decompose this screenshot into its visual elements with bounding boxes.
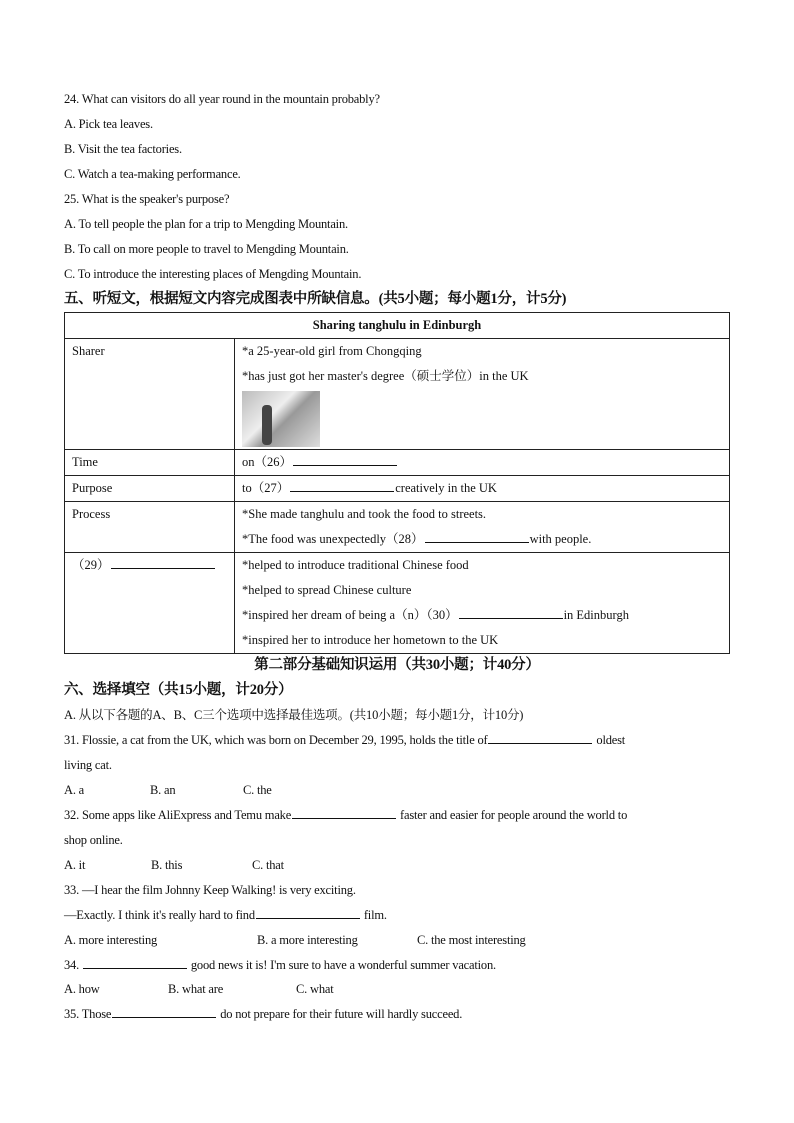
info-table	[64, 312, 730, 654]
text-line	[64, 728, 625, 753]
text-line	[64, 878, 356, 903]
answer-blank[interactable]	[488, 729, 592, 744]
text-line	[64, 87, 380, 112]
text-line	[64, 803, 627, 828]
text-line	[64, 112, 153, 137]
text: 35. Those	[64, 1007, 112, 1022]
row-label	[65, 553, 235, 654]
sharer-photo	[242, 391, 320, 447]
answer-blank[interactable]	[293, 451, 397, 466]
text: oldest	[593, 732, 626, 747]
option: C. what	[296, 982, 334, 997]
text: 32. Some apps like AliExpress and Temu make	[64, 807, 292, 822]
answer-blank[interactable]	[256, 904, 360, 919]
answer-blank[interactable]	[290, 477, 394, 492]
option: A. more interesting	[64, 932, 158, 947]
table-row	[65, 450, 730, 476]
text-line	[64, 853, 312, 878]
text-line	[64, 237, 349, 262]
option: C. the most interesting	[417, 932, 526, 947]
text: *helped to introduce traditional Chinese food	[242, 558, 469, 572]
text: *a 25-year-old girl from Chongqing	[242, 344, 422, 358]
option: C. the	[243, 782, 272, 797]
text-line	[64, 953, 496, 978]
text: 25. What is the speaker's purpose?	[64, 191, 230, 206]
text-line	[64, 753, 112, 778]
option: B. this	[151, 857, 183, 872]
cell-line	[242, 628, 722, 653]
row-content	[235, 339, 730, 450]
text: *inspired her to introduce her hometown to the UK	[242, 633, 499, 647]
text-line	[64, 828, 123, 853]
table-row	[65, 553, 730, 654]
option: B. a more interesting	[257, 932, 358, 947]
text: B. Visit the tea factories.	[64, 141, 182, 156]
text: Time	[72, 455, 98, 469]
text: 31. Flossie, a cat from the UK, which was born on December 29, 1995, holds the title of	[64, 732, 488, 747]
text: 34.	[64, 957, 82, 972]
text: A. 从以下各题的A、B、C三个选项中选择最佳选项。(共10小题；每小题1分，计10分)	[64, 708, 524, 722]
text: on（26）	[242, 455, 293, 469]
text: in Edinburgh	[563, 608, 629, 622]
text: *helped to spread Chinese culture	[242, 583, 412, 597]
text-line	[64, 903, 387, 928]
text: C. To introduce the interesting places of Mengding Mountain.	[64, 266, 362, 281]
text: C. Watch a tea-making performance.	[64, 166, 241, 181]
text: creatively in the UK	[395, 481, 497, 495]
text: 24. What can visitors do all year round in the mountain probably?	[64, 92, 380, 106]
text-line	[64, 928, 557, 953]
text-line	[64, 212, 348, 237]
row-content	[235, 502, 730, 553]
text: —Exactly. I think it's really hard to find	[64, 907, 255, 922]
text-line	[64, 703, 523, 728]
text-line	[64, 262, 361, 287]
option: B. an	[150, 782, 176, 797]
text: A. To tell people the plan for a trip to Mengding Mountain.	[64, 216, 348, 231]
cell-line	[242, 603, 722, 628]
cell-line	[242, 476, 722, 501]
row-label	[65, 339, 235, 450]
option: B. what are	[168, 982, 224, 997]
table-row	[65, 339, 730, 450]
cell-line	[242, 339, 722, 364]
row-content	[235, 553, 730, 654]
option: A. a	[64, 782, 85, 797]
row-label	[65, 450, 235, 476]
cell-line	[242, 364, 722, 389]
text: A. Pick tea leaves.	[64, 116, 153, 131]
text: to（27）	[242, 481, 290, 495]
option: C. that	[252, 857, 284, 872]
text-line	[64, 1002, 462, 1027]
text: faster and easier for people around the world to	[397, 807, 628, 822]
text: *has just got her master's degree（硕士学位）in the UK	[242, 369, 529, 383]
text: living cat.	[64, 757, 112, 772]
text: *inspired her dream of being a（n）（30）	[242, 608, 458, 622]
answer-blank[interactable]	[459, 604, 563, 619]
text: Process	[72, 507, 111, 521]
text: *The food was unexpectedly（28）	[242, 532, 424, 546]
cell-line	[242, 578, 722, 603]
text-line	[64, 137, 182, 162]
text: （29）	[72, 558, 110, 572]
table-row	[65, 502, 730, 553]
answer-blank[interactable]	[83, 954, 187, 969]
row-label	[65, 502, 235, 553]
text: good news it is! I'm sure to have a wonderful summer vacation.	[187, 957, 496, 972]
text: 33. —I hear the film Johnny Keep Walking! is very exciting.	[64, 882, 356, 897]
row-content	[235, 476, 730, 502]
text: film.	[360, 907, 387, 922]
table-row	[65, 476, 730, 502]
text: shop online.	[64, 832, 123, 847]
text: Purpose	[72, 481, 113, 495]
cell-line	[242, 502, 722, 527]
answer-blank[interactable]	[111, 554, 215, 569]
part-2-heading: 第二部分基础知识运用（共30小题；计40分）	[254, 657, 540, 673]
row-label	[65, 476, 235, 502]
row-content	[235, 450, 730, 476]
option: A. it	[64, 857, 86, 872]
answer-blank[interactable]	[292, 804, 396, 819]
text: B. To call on more people to travel to Mengding Mountain.	[64, 241, 349, 256]
text-line	[64, 187, 229, 212]
section-6-heading: 六、选择填空（共15小题，计20分）	[64, 682, 293, 698]
cell-line	[242, 527, 722, 552]
cell-line	[242, 450, 722, 475]
answer-blank[interactable]	[112, 1003, 216, 1018]
cell-line	[242, 553, 722, 578]
text: *She made tanghulu and took the food to streets.	[242, 507, 487, 521]
text: with people.	[529, 532, 592, 546]
text-line	[64, 977, 356, 1002]
text: Sharer	[72, 344, 105, 358]
answer-blank[interactable]	[425, 528, 529, 543]
text-line	[64, 162, 241, 187]
section-5-heading: 五、听短文，根据短文内容完成图表中所缺信息。(共5小题；每小题1分，计5分)	[64, 291, 567, 307]
text: do not prepare for their future will hardly succeed.	[217, 1007, 463, 1022]
table-title: Sharing tanghulu in Edinburgh	[65, 313, 730, 339]
option: A. how	[64, 982, 100, 997]
text-line	[64, 778, 303, 803]
